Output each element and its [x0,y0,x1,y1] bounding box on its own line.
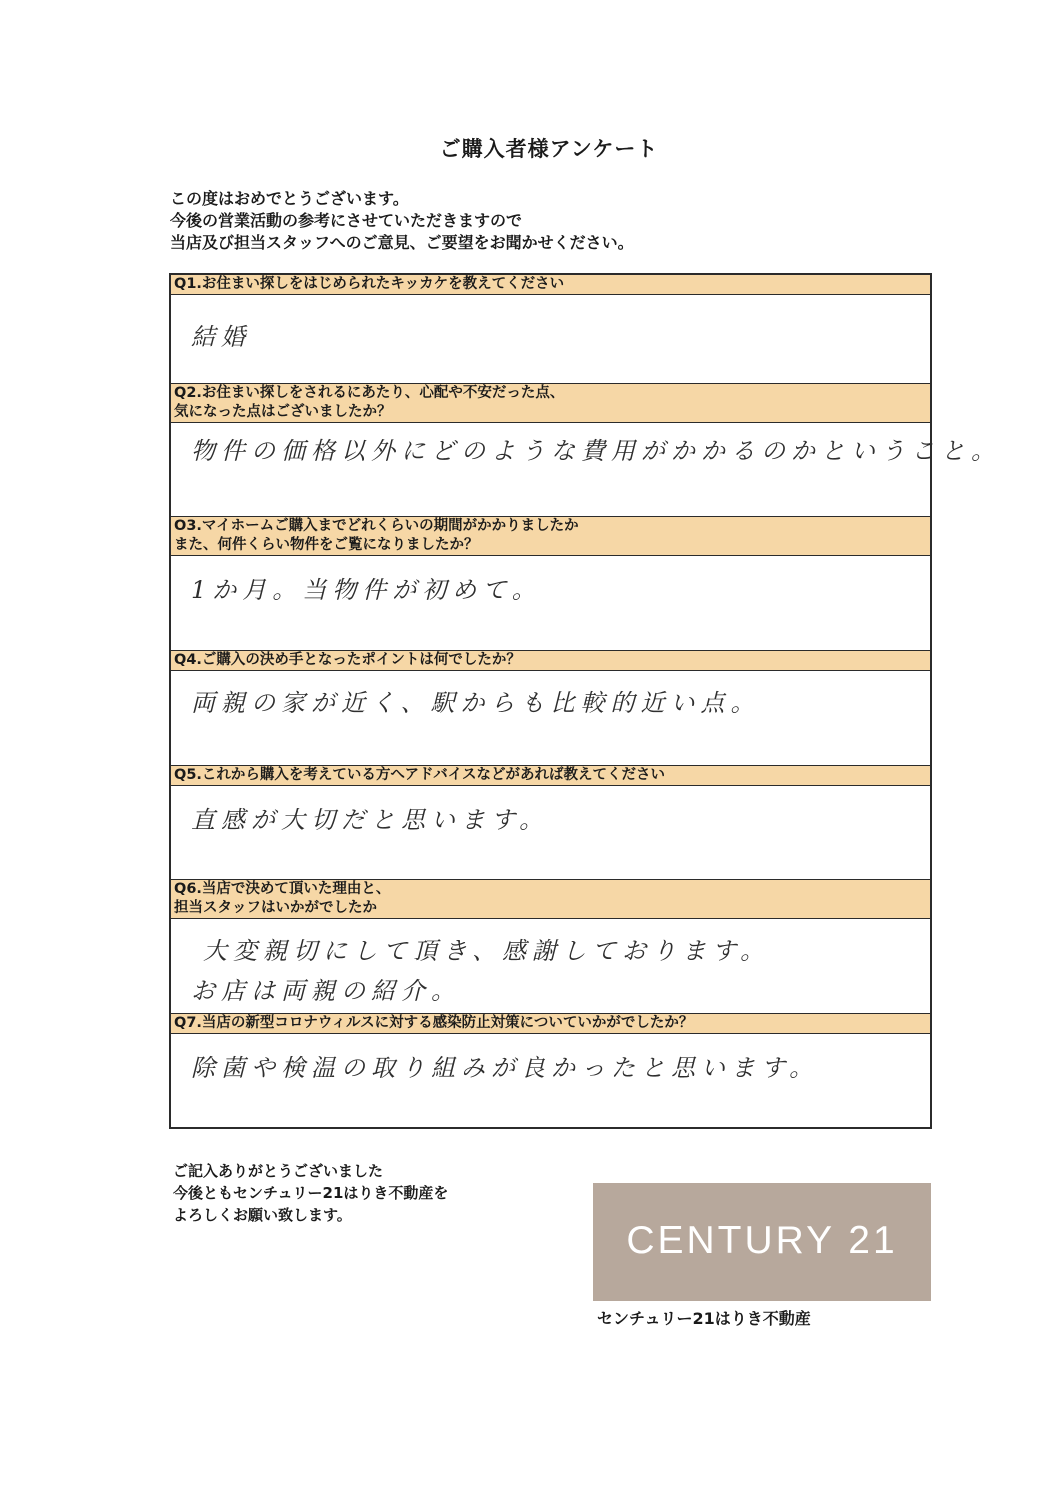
handwritten-answer: 大変親切にして頂き、感謝しております。 [203,937,771,965]
closing-line: 今後ともセンチュリー21はりき不動産を [173,1184,449,1202]
question-text: Q1.お住まい探しをはじめられたキッカケを教えてください [174,276,565,292]
page-title: ご購入者様アンケート [439,137,659,161]
answer-7 [171,1034,930,1127]
question-7 [171,1014,930,1034]
answer-4 [171,671,930,766]
handwritten-answer: お店は両親の紹介。 [191,977,461,1005]
question-text: Q2.お住まい探しをされるにあたり、心配や不安だった点、 [174,385,565,401]
intro-text [170,188,634,254]
company-name: センチュリー21はりき不動産 [597,1309,811,1328]
intro-line: 今後の営業活動の参考にさせていただきますので [170,211,523,230]
question-text: 担当スタッフはいかがでしたか [174,900,377,916]
century21-logo [593,1183,931,1301]
answer-6 [171,919,930,1014]
answer-2 [171,423,1001,517]
survey-table [169,273,1001,1129]
answer-1 [171,295,930,384]
question-text: 気になった点はございましたか？ [174,404,392,420]
question-6 [171,880,930,919]
handwritten-answer: 結婚 [191,323,251,351]
question-text: また、何件くらい物件をご覧になりましたか？ [174,537,479,553]
handwritten-answer: 直感が大切だと思います。 [191,806,550,834]
handwritten-answer: 除菌や検温の取り組みが良かったと思います。 [191,1054,820,1082]
question-text: Q7.当店の新型コロナウィルスに対する感染防止対策についていかがでしたか？ [174,1015,694,1031]
question-1 [171,275,930,295]
intro-line: 当店及び担当スタッフへのご意見、ご要望をお聞かせください。 [170,233,634,252]
answer-5 [171,786,930,880]
handwritten-answer: 両親の家が近く、駅からも比較的近い点。 [191,689,761,717]
question-text: Q4.ご購入の決め手となったポイントは何でしたか？ [174,652,521,668]
intro-line: この度はおめでとうございます。 [170,189,409,208]
closing-message [173,1160,448,1226]
handwritten-answer: 物件の価格以外にどのような費用がかかるのかということ。 [191,437,1001,465]
question-4 [171,651,930,671]
logo-text: CENTURY 21 [626,1219,898,1262]
closing-line: よろしくお願い致します。 [173,1206,352,1224]
question-3 [171,517,930,556]
handwritten-answer: 1か月。当物件が初めて。 [191,576,542,604]
question-5 [171,766,930,786]
question-2 [171,384,930,423]
question-text: O3.マイホームご購入までどれくらいの期間がかかりましたか [174,518,579,534]
answer-3 [171,556,930,651]
closing-line: ご記入ありがとうございました [173,1162,384,1180]
question-text: Q6.当店で決めて頂いた理由と、 [174,881,391,897]
question-text: Q5.これから購入を考えている方へアドバイスなどがあれば教えてください [174,767,666,783]
